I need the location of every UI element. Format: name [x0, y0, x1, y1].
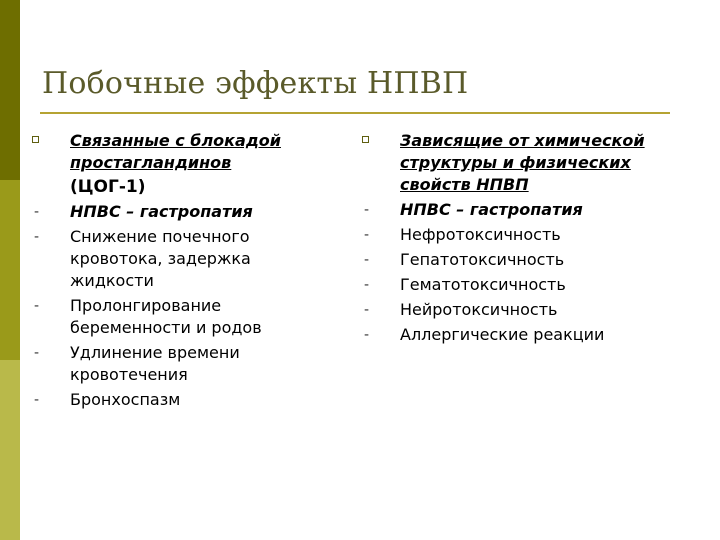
list-item [32, 201, 332, 223]
list-item [362, 199, 692, 221]
dash-bullet-icon: - [364, 252, 370, 268]
list-item-text: Гепатотоксичность [400, 250, 565, 269]
dash-bullet-icon: - [34, 345, 40, 361]
list-item-text: Гематотоксичность [400, 275, 566, 294]
left-heading: Связанные с блокадой простагландинов [70, 131, 281, 172]
dash-bullet-icon: - [34, 298, 40, 314]
right-column [362, 130, 692, 346]
slide-title: Побочные эффекты НПВП [42, 66, 469, 101]
dash-bullet-icon: - [364, 277, 370, 293]
list-item [32, 295, 332, 339]
title-underline-rule [40, 112, 670, 114]
square-bullet-icon [32, 136, 39, 143]
list-item [362, 324, 692, 346]
left-column [32, 130, 332, 411]
list-item [32, 342, 332, 386]
list-item-text: Снижение почечного кровотока, задержка жидкости [70, 227, 251, 290]
decorative-sidebar [0, 0, 20, 540]
dash-bullet-icon: - [34, 392, 40, 408]
list-item-text: Нефротоксичность [400, 225, 561, 244]
dash-bullet-icon: - [34, 204, 40, 220]
list-item [362, 274, 692, 296]
list-item [362, 299, 692, 321]
sidebar-block-mid [0, 180, 20, 360]
dash-bullet-icon: - [364, 302, 370, 318]
list-item [362, 224, 692, 246]
list-item-text: Удлинение времени кровотечения [70, 343, 240, 384]
left-heading-suffix: (ЦОГ-1) [70, 177, 146, 197]
right-heading-item [362, 130, 692, 196]
list-item-text: Пролонгирование беременности и родов [70, 296, 262, 337]
list-item [32, 226, 332, 292]
list-item [362, 249, 692, 271]
dash-bullet-icon: - [364, 327, 370, 343]
dash-bullet-icon: - [364, 202, 370, 218]
list-item-text: НПВС – гастропатия [70, 202, 253, 221]
sidebar-block-light [0, 360, 20, 540]
right-heading: Зависящие от химической структуры и физических свойств НПВП [400, 131, 645, 194]
square-bullet-icon [362, 136, 369, 143]
list-item-text: Нейротоксичность [400, 300, 558, 319]
list-item-text: НПВС – гастропатия [400, 200, 583, 219]
list-item-text: Бронхоспазм [70, 390, 181, 409]
left-heading-item [32, 130, 332, 198]
list-item-text: Аллергические реакции [400, 325, 605, 344]
dash-bullet-icon: - [364, 227, 370, 243]
list-item [32, 389, 332, 411]
sidebar-block-dark [0, 0, 20, 180]
dash-bullet-icon: - [34, 229, 40, 245]
